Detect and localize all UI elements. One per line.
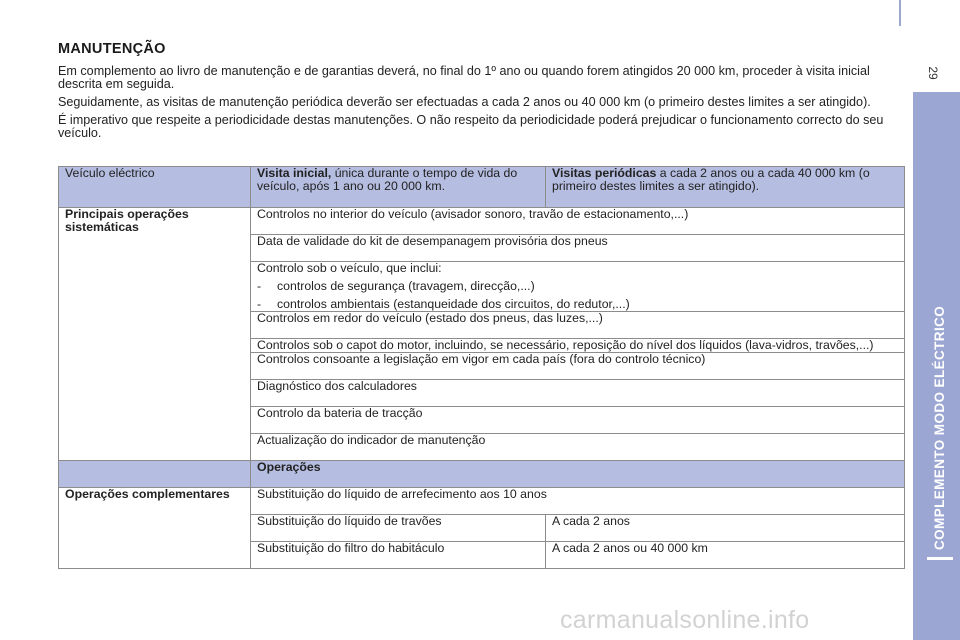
header-initial-visit — [251, 167, 546, 208]
operations-header-blank — [59, 461, 251, 488]
list-dash: - — [257, 297, 262, 311]
header-periodic-visits-title: Visitas periódicas — [552, 166, 657, 180]
intro-section — [58, 41, 904, 140]
table-header-row — [59, 167, 905, 208]
principal-op-3-sub-2 — [257, 298, 898, 311]
complementary-operations-label: Operações complementares — [59, 488, 251, 569]
operations-header: Operações — [251, 461, 905, 488]
intro-paragraph-1: Em complemento ao livro de manutenção e de garantias deverá, no final do 1º ano ou quando forem atingidos 20 000 km, proceder à visita inicial descrita em seguida. — [58, 64, 870, 91]
principal-op-9: Actualização do indicador de manutenção — [251, 434, 905, 461]
maintenance-table — [58, 166, 905, 569]
header-initial-visit-title: Visita inicial, — [257, 166, 332, 180]
principal-op-5: Controlos sob o capot do motor, incluindo, se necessário, reposição do nível dos líquidos (lava-vidros, travões,...) — [251, 339, 905, 353]
principal-op-3-intro: Controlo sob o veículo, que inclui: — [257, 261, 442, 275]
principal-op-3-sub-1 — [257, 280, 898, 293]
intro-paragraph-3: É imperativo que respeite a periodicidade destas manutenções. O não respeito da periodicidade poderá prejudicar o funcionamento correcto do seu veículo. — [58, 113, 884, 140]
principal-op-7: Diagnóstico dos calculadores — [251, 380, 905, 407]
principal-op-3-sub-2-text: controlos ambientais (estanqueidade dos circuitos, do redutor,...) — [277, 297, 630, 311]
complementary-op-2: Substituição do líquido de travões — [251, 515, 546, 542]
principal-operations-label: Principais operações sistemáticas — [59, 208, 251, 461]
principal-op-1: Controlos no interior do veículo (avisador sonoro, travão de estacionamento,...) — [251, 208, 905, 235]
table-row — [59, 488, 905, 515]
principal-op-2: Data de validade do kit de desempanagem provisória dos pneus — [251, 235, 905, 262]
page-title: MANUTENÇÃO — [58, 41, 166, 57]
intro-paragraph-2: Seguidamente, as visitas de manutenção periódica deverão ser efectuadas a cada 2 anos ou 40 000 km (o primeiro destes limites a ser atingido). — [58, 95, 871, 109]
top-rule — [899, 0, 901, 26]
watermark: carmanualsonline.info — [560, 606, 810, 634]
complementary-op-3-interval: A cada 2 anos ou 40 000 km — [546, 542, 905, 569]
principal-op-4: Controlos em redor do veículo (estado dos pneus, das luzes,...) — [251, 312, 905, 339]
table-row — [59, 208, 905, 235]
operations-header-row — [59, 461, 905, 488]
principal-op-3-sub-1-text: controlos de segurança (travagem, direcção,...) — [277, 279, 535, 293]
principal-op-8: Controlo da bateria de tracção — [251, 407, 905, 434]
complementary-op-3: Substituição do filtro do habitáculo — [251, 542, 546, 569]
header-initial-visit-desc: única durante o tempo de vida do veículo, após 1 ano ou 20 000 km. — [257, 166, 518, 193]
complementary-op-2-interval: A cada 2 anos — [546, 515, 905, 542]
list-dash: - — [257, 279, 262, 293]
principal-op-3 — [251, 262, 905, 312]
header-periodic-visits-desc: a cada 2 anos ou a cada 40 000 km (o primeiro destes limites a ser atingido). — [552, 166, 870, 193]
page-number: 29 — [926, 66, 940, 80]
header-vehicle: Veículo eléctrico — [59, 167, 251, 208]
principal-op-6: Controlos consoante a legislação em vigor em cada país (fora do controlo técnico) — [251, 353, 905, 380]
side-tab-label: COMPLEMENTO MODO ELÉCTRICO — [932, 305, 947, 550]
side-tab-divider — [927, 557, 953, 560]
complementary-op-1: Substituição do líquido de arrefecimento aos 10 anos — [251, 488, 905, 515]
header-periodic-visits — [546, 167, 905, 208]
